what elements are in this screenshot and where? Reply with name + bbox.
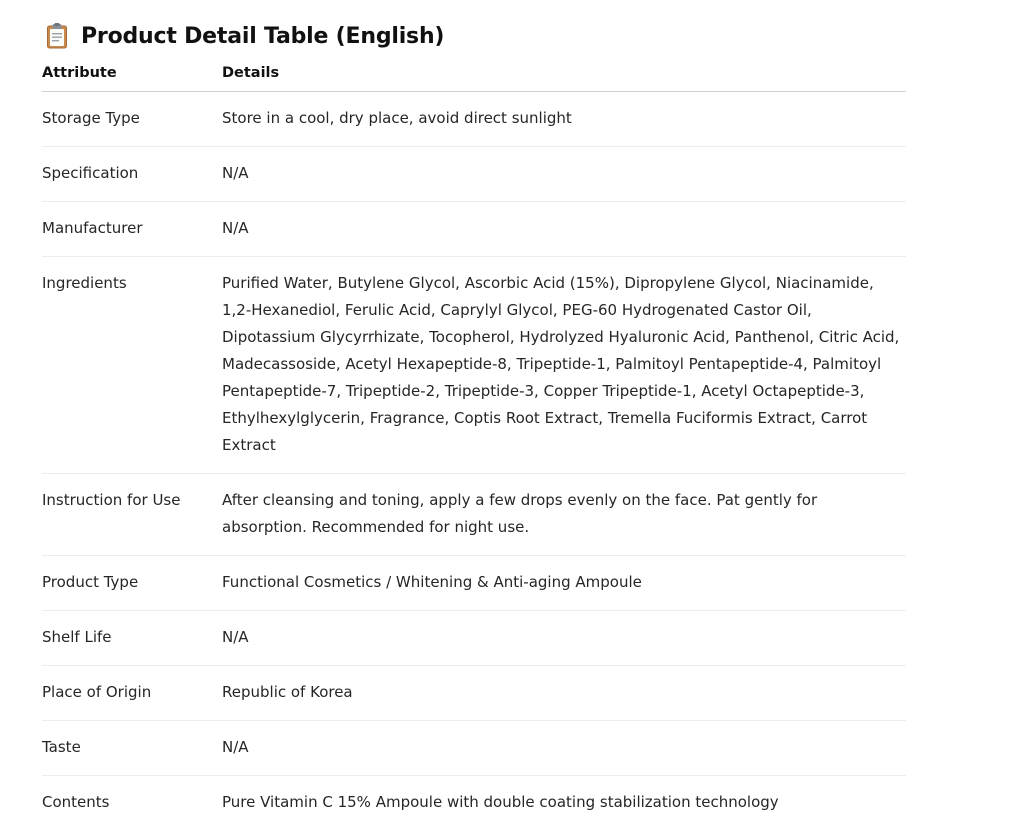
- table-row: [42, 776, 906, 830]
- details-cell: N/A: [222, 147, 906, 202]
- attribute-cell: Contents: [42, 776, 222, 830]
- title-row: [46, 20, 444, 52]
- table-row: [42, 202, 906, 257]
- column-header-attribute: Attribute: [42, 58, 222, 92]
- table-row: [42, 92, 906, 147]
- attribute-cell: Ingredients: [42, 257, 222, 474]
- attribute-cell: Specification: [42, 147, 222, 202]
- table-row: [42, 611, 906, 666]
- details-cell: N/A: [222, 202, 906, 257]
- attribute-cell: Manufacturer: [42, 202, 222, 257]
- table-row: [42, 721, 906, 776]
- details-cell: N/A: [222, 721, 906, 776]
- details-cell: After cleansing and toning, apply a few drops evenly on the face. Pat gently for absorption. Recommended for night use.: [222, 474, 906, 556]
- table-row: [42, 474, 906, 556]
- attribute-cell: Taste: [42, 721, 222, 776]
- table-row: [42, 666, 906, 721]
- details-cell: Purified Water, Butylene Glycol, Ascorbic Acid (15%), Dipropylene Glycol, Niacinamide, 1,2-Hexanediol, Ferulic Acid, Caprylyl Glycol, PEG-60 Hydrogenated Castor Oil, Dipotassium Glycyrrhizate, Tocopherol, Hydrolyzed Hyaluronic Acid, Panthenol, Citric Acid, Madecassoside, Acetyl Hexapeptide-8, Tripeptide-1, Palmitoyl Pentapeptide-4, Palmitoyl Pentapeptide-7, Tripeptide-2, Tripeptide-3, Copper Tripeptide-1, Acetyl Octapeptide-3, Ethylhexylglycerin, Fragrance, Coptis Root Extract, Tremella Fuciformis Extract, Carrot Extract: [222, 257, 906, 474]
- table-row: [42, 147, 906, 202]
- page-title: Product Detail Table (English): [81, 24, 444, 49]
- attribute-cell: Product Type: [42, 556, 222, 611]
- clipboard-icon: [46, 23, 68, 49]
- table-row: [42, 556, 906, 611]
- product-detail-table: [42, 58, 906, 830]
- attribute-cell: Shelf Life: [42, 611, 222, 666]
- details-cell: N/A: [222, 611, 906, 666]
- table-row: [42, 257, 906, 474]
- attribute-cell: Storage Type: [42, 92, 222, 147]
- details-cell: Store in a cool, dry place, avoid direct sunlight: [222, 92, 906, 147]
- table-header-row: [42, 58, 906, 92]
- attribute-cell: Place of Origin: [42, 666, 222, 721]
- details-cell: Pure Vitamin C 15% Ampoule with double coating stabilization technology: [222, 776, 906, 830]
- attribute-cell: Instruction for Use: [42, 474, 222, 556]
- column-header-details: Details: [222, 58, 906, 92]
- details-cell: Republic of Korea: [222, 666, 906, 721]
- details-cell: Functional Cosmetics / Whitening & Anti-aging Ampoule: [222, 556, 906, 611]
